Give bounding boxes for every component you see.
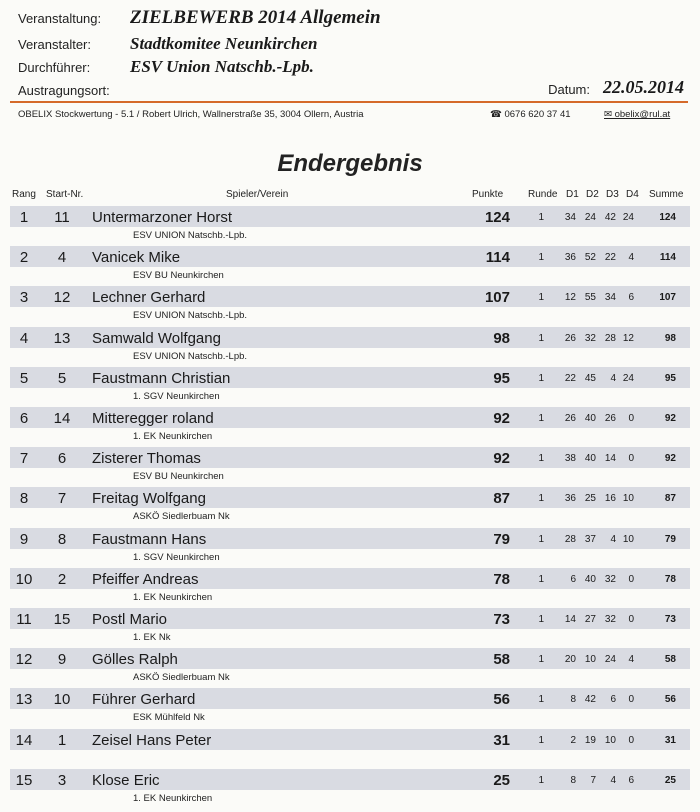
d1-cell: 2 — [570, 734, 576, 746]
rank-cell: 15 — [15, 771, 33, 789]
points-cell: 114 — [485, 249, 510, 267]
d2-cell: 32 — [584, 332, 596, 344]
round-cell: 1 — [538, 694, 544, 706]
date-label: Datum: — [548, 82, 590, 97]
table-row — [10, 367, 690, 407]
email-link[interactable]: ✉ obelix@rul.at — [604, 109, 671, 120]
host-name: ESV Union Natschb.-Lpb. — [130, 57, 314, 76]
sum-cell: 92 — [664, 453, 676, 465]
round-cell: 1 — [538, 734, 544, 746]
d1-cell: 26 — [564, 413, 576, 424]
player-club: 1. EK Nk — [133, 632, 171, 643]
player-name: Faustmann Hans — [92, 530, 207, 548]
player-name: Freitag Wolfgang — [92, 490, 206, 508]
d2-cell: 45 — [584, 372, 596, 384]
start-number-cell: 9 — [57, 651, 67, 669]
player-club: 1. EK Neunkirchen — [133, 431, 213, 442]
sum-cell: 124 — [659, 212, 676, 223]
d4-cell: 6 — [628, 774, 634, 786]
sum-cell: 31 — [664, 734, 676, 746]
column-header-d4: D4 — [626, 189, 639, 200]
table-row — [10, 528, 690, 568]
table-row — [10, 648, 690, 688]
rank-cell: 10 — [15, 570, 33, 588]
rank-cell: 4 — [19, 329, 29, 347]
d3-cell: 42 — [604, 212, 616, 223]
sum-cell: 56 — [664, 694, 676, 706]
player-name: Gölles Ralph — [92, 651, 178, 669]
d2-cell: 40 — [584, 573, 596, 585]
start-number-cell: 6 — [57, 450, 67, 468]
round-cell: 1 — [538, 413, 544, 424]
round-cell: 1 — [538, 453, 544, 465]
d2-cell: 19 — [584, 734, 596, 746]
d2-cell: 37 — [584, 533, 596, 545]
player-name: Vanicek Mike — [92, 249, 181, 267]
start-number-cell: 1 — [57, 731, 67, 749]
rank-cell: 3 — [19, 289, 29, 307]
sum-cell: 92 — [664, 413, 676, 424]
start-number-cell: 2 — [57, 570, 67, 588]
d2-cell: 10 — [584, 654, 596, 666]
rank-cell: 2 — [19, 249, 29, 267]
column-header-summe: Summe — [649, 189, 684, 200]
d4-cell: 0 — [628, 413, 634, 424]
round-cell: 1 — [538, 292, 544, 304]
d3-cell: 26 — [604, 413, 616, 424]
points-cell: 87 — [493, 490, 510, 508]
sum-cell: 95 — [664, 372, 676, 384]
start-number-cell: 7 — [57, 490, 67, 508]
points-cell: 25 — [493, 771, 510, 789]
player-name: Postl Mario — [92, 611, 168, 628]
rank-cell: 1 — [19, 209, 29, 226]
points-cell: 98 — [493, 329, 510, 347]
sum-cell: 98 — [664, 332, 676, 344]
player-name: Führer Gerhard — [92, 691, 196, 709]
sum-cell: 87 — [664, 493, 676, 505]
d3-cell: 10 — [604, 734, 616, 746]
sum-cell: 79 — [664, 533, 676, 545]
column-header-spieler: Spieler/Verein — [226, 189, 289, 200]
start-number-cell: 10 — [53, 691, 71, 709]
player-club: ESV UNION Natschb.-Lpb. — [133, 350, 248, 362]
points-cell: 79 — [493, 530, 510, 548]
sum-cell: 107 — [659, 292, 676, 304]
header-label-veranstaltung: Veranstaltung: — [18, 11, 102, 26]
d2-cell: 42 — [584, 694, 596, 706]
start-number-cell: 12 — [53, 289, 71, 307]
table-row — [10, 487, 690, 527]
d4-cell: 0 — [628, 453, 634, 465]
software-credit: OBELIX Stockwertung - 5.1 / Robert Ulrich, Wallnerstraße 35, 3004 Ollern, Austria — [18, 109, 364, 120]
d2-cell: 52 — [584, 252, 596, 264]
start-number-cell: 3 — [57, 771, 67, 789]
column-header-rang: Rang — [12, 189, 36, 200]
player-club: ESV UNION Natschb.-Lpb. — [133, 310, 248, 322]
table-row — [10, 246, 690, 286]
table-row — [10, 568, 690, 608]
player-name: Lechner Gerhard — [92, 289, 206, 307]
d1-cell: 34 — [564, 212, 576, 223]
round-cell: 1 — [538, 372, 544, 384]
rank-cell: 12 — [15, 651, 33, 669]
round-cell: 1 — [538, 493, 544, 505]
rank-cell: 6 — [19, 410, 29, 427]
round-cell: 1 — [538, 252, 544, 264]
d4-cell: 4 — [628, 654, 634, 666]
table-row — [10, 769, 690, 809]
points-cell: 95 — [493, 369, 510, 387]
player-name: Mitteregger roland — [92, 410, 214, 427]
rank-cell: 11 — [16, 611, 32, 628]
round-cell: 1 — [538, 654, 544, 666]
table-row — [10, 407, 690, 447]
d4-cell: 10 — [622, 533, 634, 545]
d3-cell: 14 — [604, 453, 616, 465]
d1-cell: 36 — [564, 252, 576, 264]
column-header-start: Start-Nr. — [46, 189, 84, 200]
player-club: ASKÖ Siedlerbuam Nk — [133, 672, 230, 684]
d1-cell: 36 — [564, 493, 576, 505]
column-header-d1: D1 — [566, 189, 579, 200]
round-cell: 1 — [538, 774, 544, 786]
d1-cell: 12 — [564, 292, 576, 304]
player-name: Pfeiffer Andreas — [92, 570, 199, 588]
player-club: ESV BU Neunkirchen — [133, 471, 224, 483]
organizer-name: Stadtkomitee Neunkirchen — [130, 34, 318, 53]
start-number-cell: 14 — [53, 410, 71, 427]
column-header-d2: D2 — [586, 189, 599, 200]
player-club: ESV BU Neunkirchen — [133, 270, 224, 282]
header-label-austragungsort: Austragungsort: — [18, 83, 110, 98]
player-club: ESV UNION Natschb.-Lpb. — [133, 230, 248, 241]
d3-cell: 6 — [610, 694, 616, 706]
d3-cell: 34 — [604, 292, 616, 304]
d3-cell: 16 — [604, 493, 616, 505]
round-cell: 1 — [538, 332, 544, 344]
d1-cell: 28 — [564, 533, 576, 545]
table-row — [10, 729, 690, 769]
table-row — [10, 447, 690, 487]
points-cell: 124 — [484, 209, 510, 226]
start-number-cell: 13 — [53, 329, 71, 347]
page-title: Endergebnis — [277, 150, 423, 177]
phone-contact: ☎ 0676 620 37 41 — [490, 109, 571, 120]
d1-cell: 20 — [564, 654, 576, 666]
player-name: Untermarzoner Horst — [92, 209, 233, 226]
header-label-veranstalter: Veranstalter: — [18, 37, 91, 52]
d1-cell: 8 — [570, 774, 576, 786]
player-name: Faustmann Christian — [92, 369, 231, 387]
rank-cell: 7 — [19, 450, 29, 468]
d1-cell: 6 — [570, 573, 576, 585]
d3-cell: 24 — [604, 654, 616, 666]
header-rule — [10, 101, 688, 103]
player-name: Zeisel Hans Peter — [92, 731, 212, 749]
rank-cell: 13 — [15, 691, 33, 709]
sum-cell: 73 — [664, 614, 676, 625]
d4-cell: 10 — [622, 493, 634, 505]
table-row — [10, 688, 690, 728]
column-header-punkte: Punkte — [472, 189, 504, 200]
sum-cell: 78 — [664, 573, 676, 585]
d1-cell: 14 — [564, 614, 576, 625]
d3-cell: 32 — [604, 573, 616, 585]
d3-cell: 4 — [610, 774, 616, 786]
table-row — [10, 608, 690, 648]
player-name: Zisterer Thomas — [92, 450, 201, 468]
start-number-cell: 4 — [57, 249, 67, 267]
d1-cell: 38 — [564, 453, 576, 465]
rank-cell: 8 — [19, 490, 29, 508]
d2-cell: 7 — [590, 774, 596, 786]
points-cell: 92 — [493, 410, 510, 427]
d4-cell: 0 — [628, 694, 634, 706]
d4-cell: 24 — [622, 212, 634, 223]
event-name: ZIELBEWERB 2014 Allgemein — [130, 7, 381, 28]
rank-cell: 14 — [15, 731, 33, 749]
start-number-cell: 8 — [57, 530, 67, 548]
player-club: 1. EK Neunkirchen — [133, 792, 213, 804]
d3-cell: 28 — [604, 332, 616, 344]
d4-cell: 24 — [622, 372, 634, 384]
d4-cell: 0 — [628, 734, 634, 746]
d1-cell: 22 — [564, 372, 576, 384]
round-cell: 1 — [538, 614, 544, 625]
points-cell: 31 — [493, 731, 510, 749]
d4-cell: 6 — [628, 292, 634, 304]
d3-cell: 4 — [610, 372, 616, 384]
points-cell: 58 — [493, 651, 510, 669]
d2-cell: 27 — [584, 614, 596, 625]
d2-cell: 40 — [584, 413, 596, 424]
player-name: Samwald Wolfgang — [92, 329, 221, 347]
d1-cell: 26 — [564, 332, 576, 344]
sum-cell: 114 — [659, 252, 676, 264]
points-cell: 78 — [493, 570, 510, 588]
d4-cell: 0 — [628, 614, 634, 625]
date-value: 22.05.2014 — [603, 77, 684, 97]
d4-cell: 12 — [622, 332, 634, 344]
points-cell: 73 — [493, 611, 510, 628]
player-club: 1. EK Neunkirchen — [133, 591, 213, 603]
d3-cell: 22 — [604, 252, 616, 264]
player-club: 1. SGV Neunkirchen — [133, 390, 220, 402]
d2-cell: 24 — [584, 212, 596, 223]
column-header-runde: Runde — [528, 189, 558, 200]
header-label-durchfuehrer: Durchführer: — [18, 60, 91, 75]
d2-cell: 40 — [584, 453, 596, 465]
rank-cell: 5 — [19, 369, 29, 387]
d3-cell: 32 — [604, 614, 616, 625]
start-number-cell: 11 — [54, 209, 70, 226]
round-cell: 1 — [538, 573, 544, 585]
player-club: ESK Mühlfeld Nk — [133, 712, 205, 724]
d4-cell: 4 — [628, 252, 634, 264]
table-row — [10, 286, 690, 326]
sum-cell: 58 — [664, 654, 676, 666]
start-number-cell: 5 — [57, 369, 67, 387]
player-name: Klose Eric — [92, 771, 160, 789]
round-cell: 1 — [538, 533, 544, 545]
start-number-cell: 15 — [53, 611, 71, 628]
column-header-d3: D3 — [606, 189, 619, 200]
player-club: ASKÖ Siedlerbuam Nk — [133, 511, 230, 523]
points-cell: 107 — [484, 289, 510, 307]
player-club: 1. SGV Neunkirchen — [133, 551, 220, 563]
sum-cell: 25 — [664, 774, 676, 786]
points-cell: 92 — [493, 450, 510, 468]
d2-cell: 25 — [584, 493, 596, 505]
table-row — [10, 206, 690, 246]
d3-cell: 4 — [610, 533, 616, 545]
round-cell: 1 — [538, 212, 544, 223]
d2-cell: 55 — [584, 292, 596, 304]
d1-cell: 8 — [570, 694, 576, 706]
points-cell: 56 — [493, 691, 510, 709]
table-row — [10, 327, 690, 367]
d4-cell: 0 — [628, 573, 634, 585]
rank-cell: 9 — [19, 530, 29, 548]
